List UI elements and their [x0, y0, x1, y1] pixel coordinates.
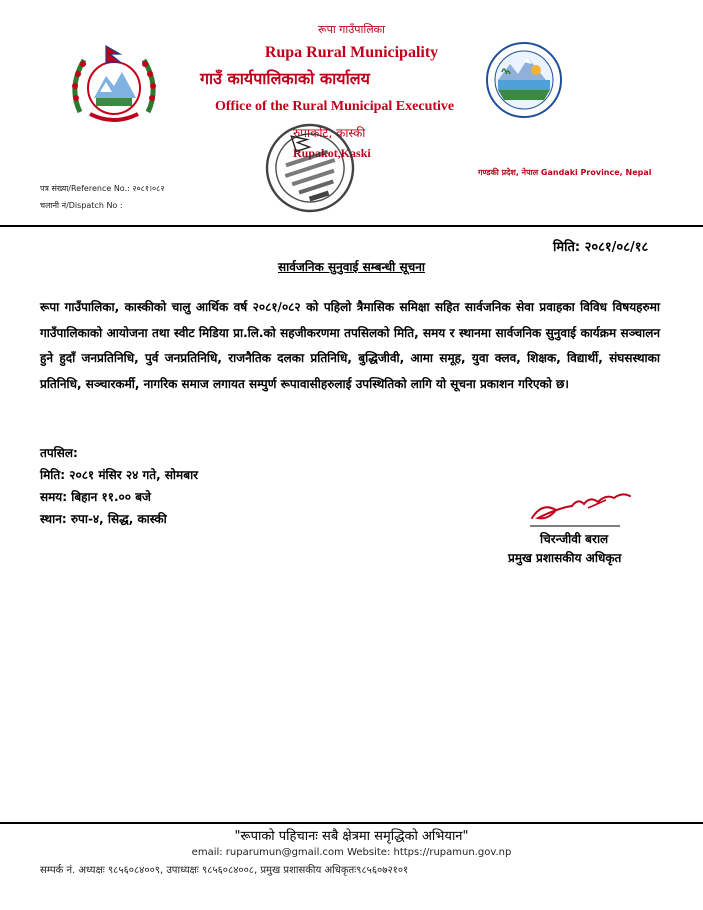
notice-title: सार्वजनिक सुनुवाई सम्बन्धी सूचना [278, 260, 425, 274]
rupa-municipality-logo-icon [484, 36, 564, 122]
signatory-name: चिरन्जीवी बराल [540, 532, 609, 546]
footer-divider [0, 822, 703, 824]
municipality-name-nepali: रूपा गाउँपालिका [318, 23, 385, 36]
footer-contact: email: ruparumun@gmail.com Website: https://rupamun.gov.np [191, 847, 512, 858]
dispatch-number: चलानी नं/Dispatch No : [40, 201, 123, 210]
office-name-english: Office of the Rural Municipal Executive [215, 99, 455, 114]
signatory-title: प्रमुख प्रशासकीय अधिकृत [508, 551, 622, 565]
footer-slogan: "रूपाको पहिचानः सबै क्षेत्रमा समृद्धिको अभियान" [234, 829, 469, 844]
office-name-nepali: गाउँ कार्यपालिकाको कार्यालय [200, 69, 370, 88]
place-nepali: रुपाकोट, कास्की [293, 126, 366, 140]
schedule-time: समय: बिहान ११.०० बजे [40, 490, 151, 504]
letter-date: मिति: २०८१/०८/१८ [553, 240, 649, 255]
nepal-government-emblem-icon [66, 42, 162, 128]
schedule-heading: तपसिल: [40, 446, 78, 460]
signature-icon [528, 488, 643, 530]
province-label: गण्डकी प्रदेश, नेपाल Gandaki Province, Nepal [478, 168, 652, 177]
schedule-venue: स्थान: रुपा-४, सिद्ध, कास्की [40, 512, 167, 526]
header-divider [0, 225, 703, 227]
footer-phones: सम्पर्क नं. अध्यक्षः ९८५६०८४००९, उपाध्यक्षः ९८५६०८४००८, प्रमुख प्रशासकीय अधिकृतः९८५६०७२१०१ [40, 865, 409, 876]
office-stamp-icon [262, 120, 358, 216]
schedule-date: मिति: २०८१ मंसिर २४ गते, सोमबार [40, 468, 199, 482]
place-english: Rupakot,Kaski [293, 146, 371, 160]
municipality-name-english: Rupa Rural Municipality [264, 44, 439, 61]
reference-number: पत्र संख्या/Reference No.: २०८१।०८२ [40, 184, 165, 193]
notice-body: रूपा गाउँपालिका, कास्कीको चालु आर्थिक वर्ष २०८१/०८२ को पहिलो त्रैमासिक समिक्षा सहित सार्वजनिक सेवा प्रवाहका विविध विषयहरुमा गाउँपालिकाको आयोजना तथा स्वीट मिडिया प्रा.लि.को सहजीकरणमा तपसिलको मिति, समय र स्थानमा सार्वजनिक सुनुवाई कार्यक्रम सञ्चालन हुने हुदाँ जनप्रतिनिधि, पुर्व जनप्रतिनिधि, राजनैतिक दलका प्रतिनिधि, बुद्धिजीवी, आमा समूह, युवा क्लव, शिक्षक, विद्यार्थी, संघसस्थाका प्रतिनिधि, सञ्चारकर्मी, नागरिक समाज लगायत सम्पुर्ण रूपावासीहरुलाई उपस्थितिको लागि यो सूचना प्रकाशन गरिएको छ। [40, 300, 660, 391]
